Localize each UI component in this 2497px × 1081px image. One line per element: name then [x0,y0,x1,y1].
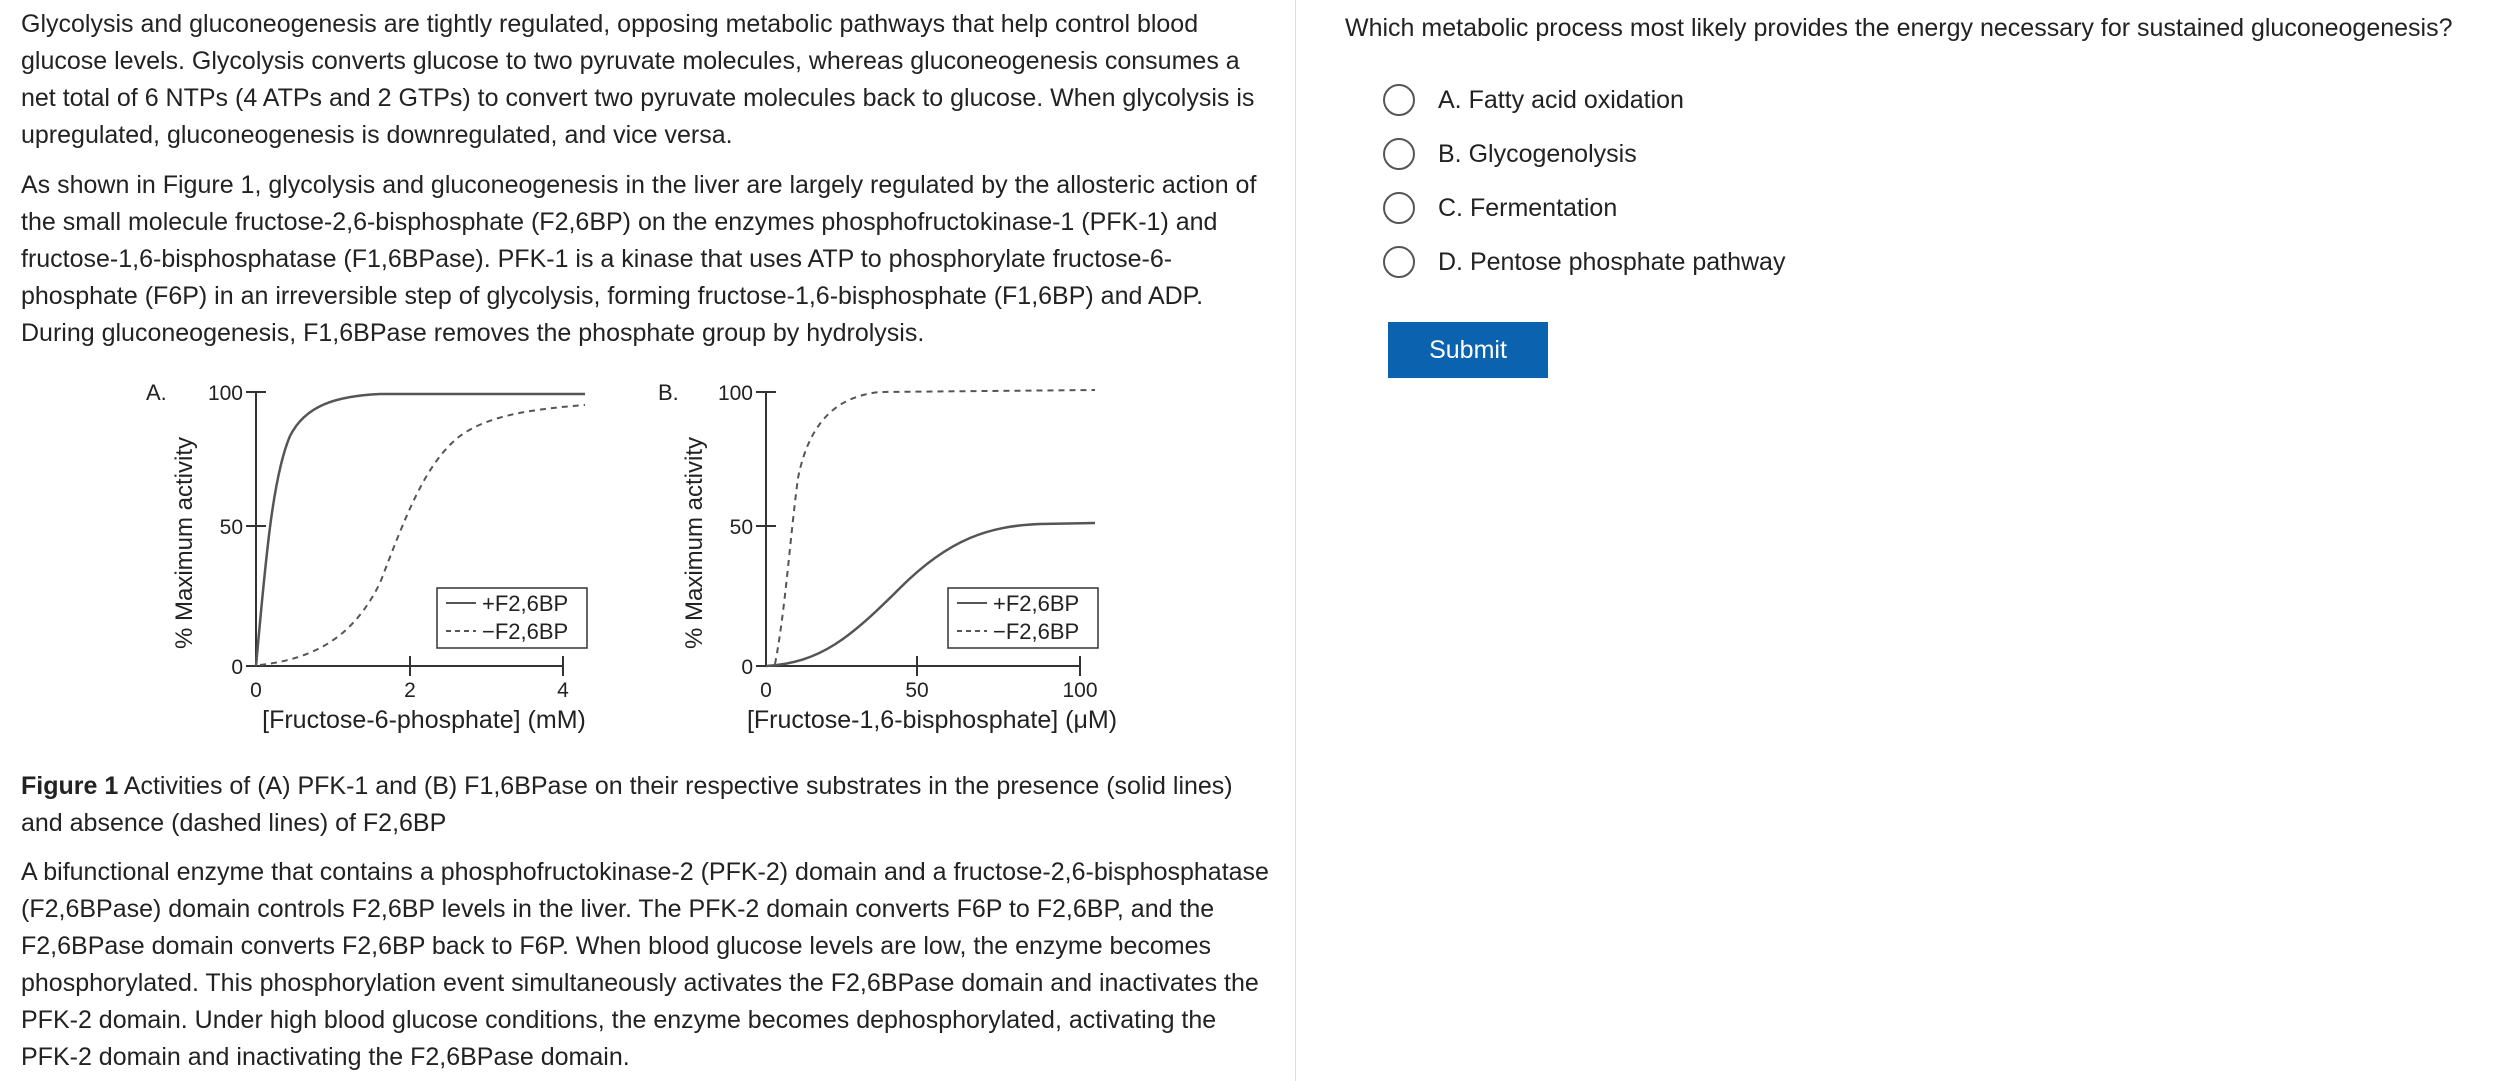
figure-caption [21,768,1276,842]
submit-button[interactable]: Submit [1388,322,1548,378]
panel-b-legend-dashed: −F2,6BP [993,619,1080,644]
passage-paragraph-3: A bifunctional enzyme that contains a phosphofructokinase-2 (PFK-2) domain and a fructose-2,6-bisphosphatase (F2,6BPase) domain controls F2,6BP levels in the liver. The PFK-2 domain converts F6P to F2,6BP, and the F2,6BPase domain converts F2,6BP back to F6P. When blood glucose levels are low, the enzyme becomes phosphorylated. This phosphorylation event simultaneously activates the F2,6BPase domain and inactivates the PFK-2 domain. Under high blood glucose conditions, the enzyme becomes dephosphorylated, activating the PFK-2 domain and inactivating the F2,6BPase domain. [21,858,1269,1071]
panel-b-xtick: 50 [905,679,929,702]
panel-b-xtick: 100 [1062,679,1098,702]
radio-button[interactable] [1383,246,1415,278]
panel-b-legend-solid: +F2,6BP [993,591,1080,616]
panel-a-ylabel: % Maximum activity [171,436,198,650]
panel-b [658,380,1117,734]
panel-b-xlabel: [Fructose-1,6-bisphosphate] (μM) [746,706,1118,734]
panel-a-xtick: 2 [404,679,416,702]
radio-button[interactable] [1383,84,1415,116]
panel-a-letter: A. [146,380,167,405]
panel-b-xtick: 0 [760,679,772,702]
figure-caption-text: Activities of (A) PFK-1 and (B) F1,6BPase on their respective substrates in the presence (solid lines) and absence (dashed lines) of F2,6BP [21,772,1233,837]
panel-a-ytick: 50 [219,516,243,539]
panel-a [146,380,587,734]
question-text: Which metabolic process most likely provides the energy necessary for sustained gluconeogenesis? [1345,14,2453,42]
question-panel [1297,0,2497,1081]
panel-b-ytick: 100 [717,382,753,405]
choice-b[interactable] [1383,134,1637,174]
panel-b-ytick: 50 [729,516,753,539]
choice-c[interactable] [1383,188,1617,228]
radio-button[interactable] [1383,192,1415,224]
panel-b-ylabel: % Maximum activity [681,436,708,650]
choice-label: D. Pentose phosphate pathway [1438,247,1786,276]
panel-a-ytick: 0 [231,656,243,679]
passage-paragraph-2: As shown in Figure 1, glycolysis and gluconeogenesis in the liver are largely regulated by the allosteric action of the small molecule fructose-2,6-bisphosphate (F2,6BP) on the enzymes phosphofructokinase-1 (PFK-1) and fructose-1,6-bisphosphatase (F1,6BPase). PFK-1 is a kinase that uses ATP to phosphorylate fructose-6-phosphate (F6P) in an irreversible step of glycolysis, forming fructose-1,6-bisphosphate (F1,6BP) and ADP. During gluconeogenesis, F1,6BPase removes the phosphate group by hydrolysis. [21,171,1257,347]
choice-label: B. Glycogenolysis [1438,139,1637,168]
figure-1 [140,368,1140,738]
choice-label: A. Fatty acid oxidation [1438,85,1684,114]
choice-a[interactable] [1383,80,1684,120]
panel-b-letter: B. [658,380,679,405]
panel-a-legend-solid: +F2,6BP [482,591,569,616]
panel-b-ytick: 0 [741,656,753,679]
figure-caption-label: Figure 1 [21,772,119,800]
panel-a-xtick: 0 [250,679,262,702]
radio-button[interactable] [1383,138,1415,170]
panel-a-legend-dashed: −F2,6BP [482,619,569,644]
passage-paragraph-1: Glycolysis and gluconeogenesis are tightly regulated, opposing metabolic pathways that help control blood glucose levels. Glycolysis converts glucose to two pyruvate molecules, whereas gluconeogenesis consumes a net total of 6 NTPs (4 ATPs and 2 GTPs) to convert two pyruvate molecules back to glucose. When glycolysis is upregulated, gluconeogenesis is downregulated, and vice versa. [21,10,1255,149]
panel-a-xtick: 4 [557,679,569,702]
choice-d[interactable] [1383,242,1785,282]
choice-label: C. Fermentation [1438,193,1618,222]
panel-a-xlabel: [Fructose-6-phosphate] (mM) [262,706,586,734]
panel-a-ytick: 100 [207,382,243,405]
